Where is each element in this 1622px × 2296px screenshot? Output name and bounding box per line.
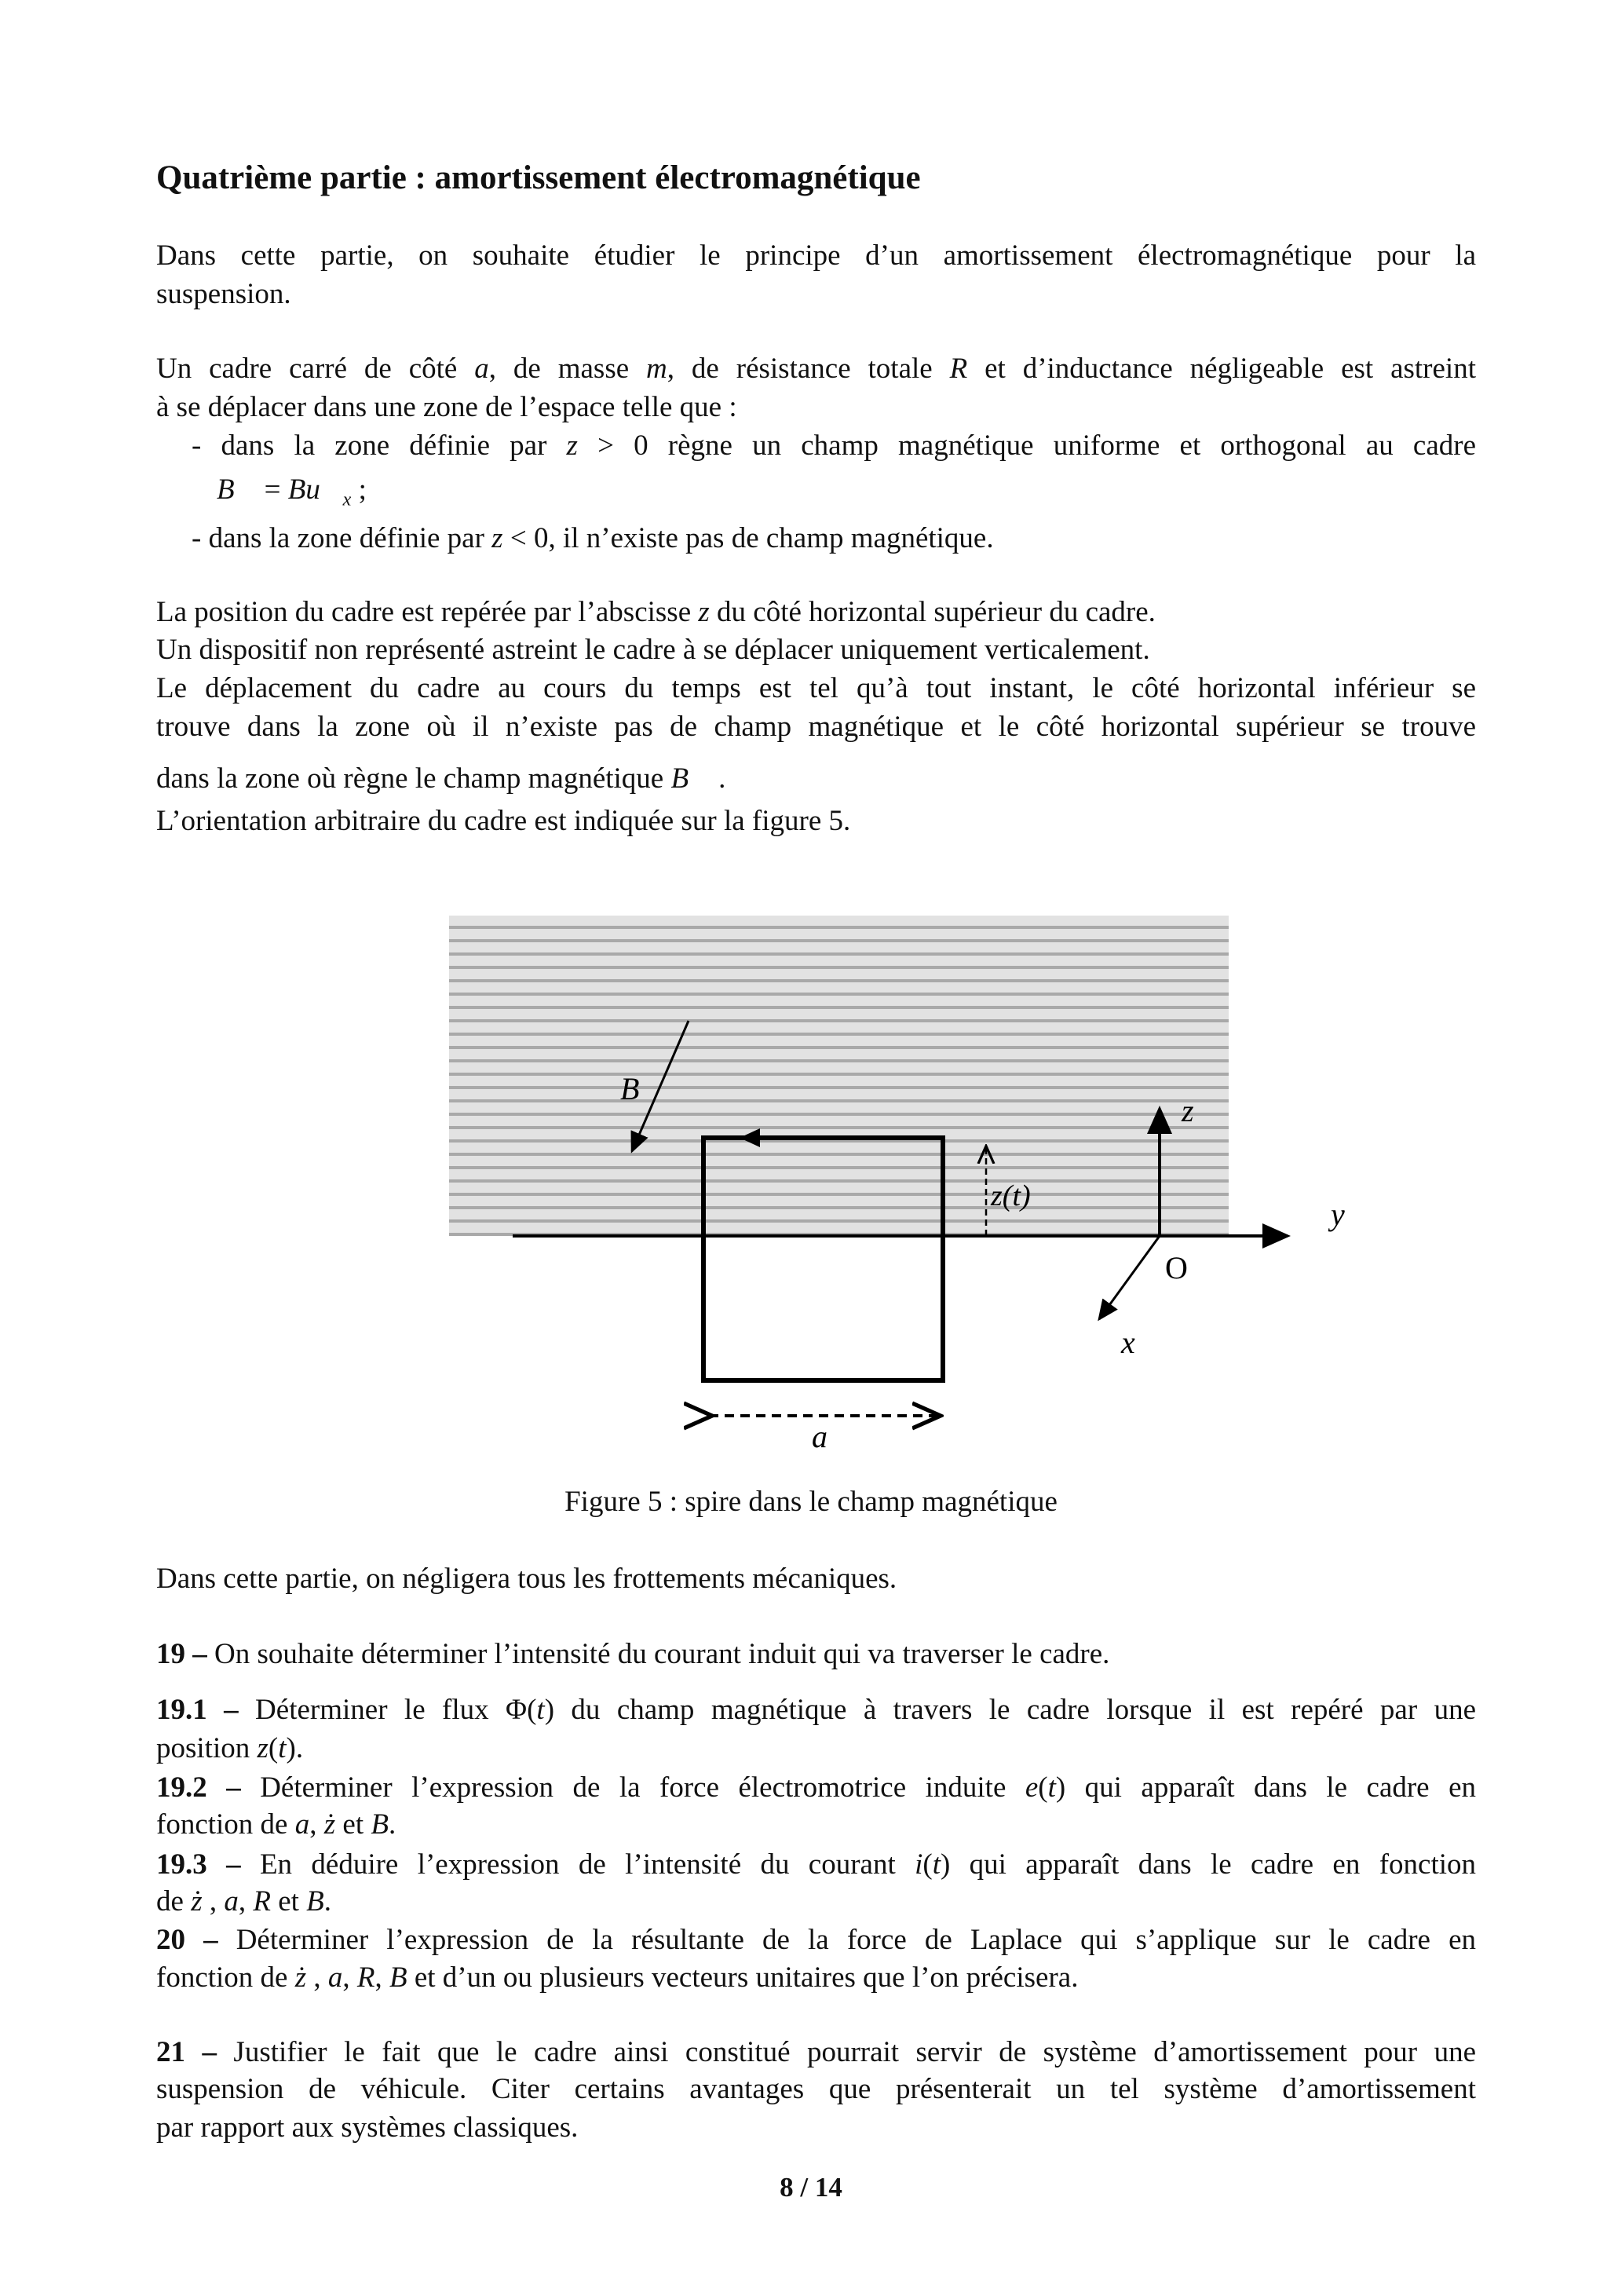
label-O: O xyxy=(1165,1250,1188,1285)
text-segment: Déterminer le flux Φ( xyxy=(238,1694,537,1726)
text-segment: Dans cette partie, on négligera tous les frottements mécaniques. xyxy=(156,1563,897,1595)
x-axis xyxy=(1099,1236,1160,1319)
text-segment: dans la zone où règne le champ magnétique xyxy=(156,762,671,795)
text-segment: Un dispositif non représenté astreint le cadre à se déplacer uniquement verticalement. xyxy=(156,634,1150,666)
text-segment: Déterminer l’expression de la résultante de la force de Laplace qui s’applique sur le cadre en xyxy=(217,1924,1476,1956)
text-segment: a xyxy=(224,1885,239,1918)
text-segment: . xyxy=(323,1885,332,1918)
text-segment: ) qui apparaît dans le cadre en xyxy=(1055,1771,1476,1804)
text-segment: B⃗ xyxy=(217,473,258,506)
text-segment: du côté horizontal supérieur du cadre. xyxy=(709,596,1156,628)
text-segment: ż xyxy=(323,1808,336,1841)
text-segment: t xyxy=(1047,1771,1056,1804)
text-segment: Déterminer l’expression de la force électromotrice induite xyxy=(240,1771,1025,1804)
text-segment: La position du cadre est repérée par l’abscisse xyxy=(156,596,699,628)
text-line xyxy=(156,1808,1476,1842)
figure-caption: Figure 5 : spire dans le champ magnétique xyxy=(564,1486,1058,1518)
question-19 xyxy=(156,1637,1476,1672)
text-segment: de xyxy=(156,1885,192,1918)
text-segment: à se déplacer dans une zone de l’espace telle que : xyxy=(156,391,737,423)
question-number: 19.1 – xyxy=(156,1694,239,1726)
text-segment: ) du champ magnétique à travers le cadre lorsque il est repéré par une xyxy=(544,1694,1476,1726)
text-segment: a xyxy=(474,353,489,385)
text-segment: Dans cette partie, on souhaite étudier le principe d’un amortissement électromagnétique pour la xyxy=(156,239,1476,272)
section-title: Quatrième partie : amortissement électromagnétique xyxy=(156,159,921,196)
text-segment: x xyxy=(342,489,352,510)
label-a: a xyxy=(812,1419,827,1454)
question-number: 19 – xyxy=(156,1638,207,1670)
text-segment: B xyxy=(371,1808,389,1841)
text-segment: ; xyxy=(351,473,367,506)
text-segment: e xyxy=(1025,1771,1039,1804)
text-segment: z xyxy=(491,522,503,554)
text-segment: B xyxy=(306,1885,324,1918)
text-segment: t xyxy=(278,1732,287,1764)
text-segment: , de masse xyxy=(488,353,647,385)
text-segment: On souhaite déterminer l’intensité du courant induit qui va traverser le cadre. xyxy=(206,1638,1110,1670)
text-segment: B⃗ xyxy=(670,762,711,795)
text-segment: , xyxy=(374,1961,389,1994)
text-segment: trouve dans la zone où il n’existe pas de champ magnétique et le côté horizontal supérieur se trouve xyxy=(156,711,1476,743)
text-segment: ). xyxy=(286,1732,304,1764)
text-segment: > 0 règne un champ magnétique uniforme et orthogonal au cadre xyxy=(577,430,1476,462)
text-segment: fonction de xyxy=(156,1961,295,1994)
label-B: B⃗ xyxy=(620,1071,664,1106)
text-segment: , de résistance totale xyxy=(667,353,950,385)
question-19-3 xyxy=(156,1848,1476,1882)
text-segment: ż xyxy=(294,1961,307,1994)
text-segment: L’orientation arbitraire du cadre est indiquée sur la figure 5. xyxy=(156,805,851,837)
text-line xyxy=(156,2072,1476,2107)
text-segment: z xyxy=(698,596,710,628)
text-line xyxy=(156,2111,1476,2145)
text-segment: t xyxy=(932,1848,941,1881)
text-segment: ( xyxy=(1038,1771,1048,1804)
question-number: 19.3 – xyxy=(156,1848,241,1881)
text-segment: et d’un ou plusieurs vecteurs unitaires que l’on précisera. xyxy=(407,1961,1079,1994)
label-y: y xyxy=(1331,1197,1345,1232)
text-segment: - dans la zone définie par xyxy=(192,430,567,462)
text-segment: et d’inductance négligeable est astreint xyxy=(967,353,1476,385)
text-segment: En déduire l’expression de l’intensité du courant xyxy=(240,1848,915,1881)
text-segment: position xyxy=(156,1732,258,1764)
text-segment: , xyxy=(306,1961,328,1994)
text-segment: et xyxy=(270,1885,307,1918)
text-segment: . xyxy=(711,762,726,795)
text-segment: ( xyxy=(268,1732,279,1764)
label-z-t: z(t) xyxy=(991,1179,1031,1212)
label-z: z xyxy=(1182,1093,1194,1128)
text-segment: et xyxy=(335,1808,371,1841)
text-segment: fonction de xyxy=(156,1808,295,1841)
question-19-2 xyxy=(156,1771,1476,1805)
text-segment: t xyxy=(536,1694,545,1726)
question-19-1 xyxy=(156,1693,1476,1727)
text-segment: R xyxy=(253,1885,271,1918)
page-number: 8 / 14 xyxy=(780,2172,842,2203)
text-segment: - dans la zone définie par xyxy=(192,522,492,554)
text-segment: = xyxy=(257,473,288,506)
text-segment: suspension. xyxy=(156,278,291,310)
text-segment: par rapport aux systèmes classiques. xyxy=(156,2111,579,2144)
text-line xyxy=(156,1562,1476,1596)
question-21 xyxy=(156,2035,1476,2070)
text-segment: Bu⃗ xyxy=(287,473,343,506)
text-segment: z xyxy=(257,1732,269,1764)
text-segment: suspension de véhicule. Citer certains avantages que présenterait un tel système d’amortissement xyxy=(156,2073,1476,2105)
text-segment: m xyxy=(646,353,667,385)
question-20 xyxy=(156,1923,1476,1958)
text-line xyxy=(156,1731,1476,1766)
text-segment: z xyxy=(566,430,578,462)
text-line xyxy=(156,1885,1476,1919)
text-segment: , xyxy=(309,1808,324,1841)
text-segment: B xyxy=(389,1961,407,1994)
text-segment: a xyxy=(327,1961,343,1994)
question-number: 20 – xyxy=(156,1924,218,1956)
question-number: 19.2 – xyxy=(156,1771,241,1804)
text-segment: . xyxy=(388,1808,396,1841)
magnetic-field-zone xyxy=(449,916,1229,1236)
text-segment: R xyxy=(949,353,968,385)
label-x: x xyxy=(1121,1325,1135,1360)
text-segment: , xyxy=(342,1961,357,1994)
text-segment: < 0, il n’existe pas de champ magnétique. xyxy=(502,522,994,554)
text-segment: Un cadre carré de côté xyxy=(156,353,475,385)
text-segment: , xyxy=(238,1885,254,1918)
text-segment: a xyxy=(294,1808,310,1841)
text-segment: , xyxy=(202,1885,225,1918)
text-segment: Justifier le fait que le cadre ainsi constitué pourrait servir de système d’amortissement pour une xyxy=(216,2036,1476,2068)
question-number: 21 – xyxy=(156,2036,217,2068)
text-segment: i xyxy=(915,1848,923,1881)
text-segment: ) qui apparaît dans le cadre en fonction xyxy=(941,1848,1476,1881)
text-segment: ( xyxy=(922,1848,933,1881)
text-line xyxy=(156,1961,1476,1995)
text-segment: Le déplacement du cadre au cours du temps est tel qu’à tout instant, le côté horizontal inférieur se xyxy=(156,672,1476,704)
text-segment: ż xyxy=(191,1885,203,1918)
text-segment: R xyxy=(356,1961,375,1994)
